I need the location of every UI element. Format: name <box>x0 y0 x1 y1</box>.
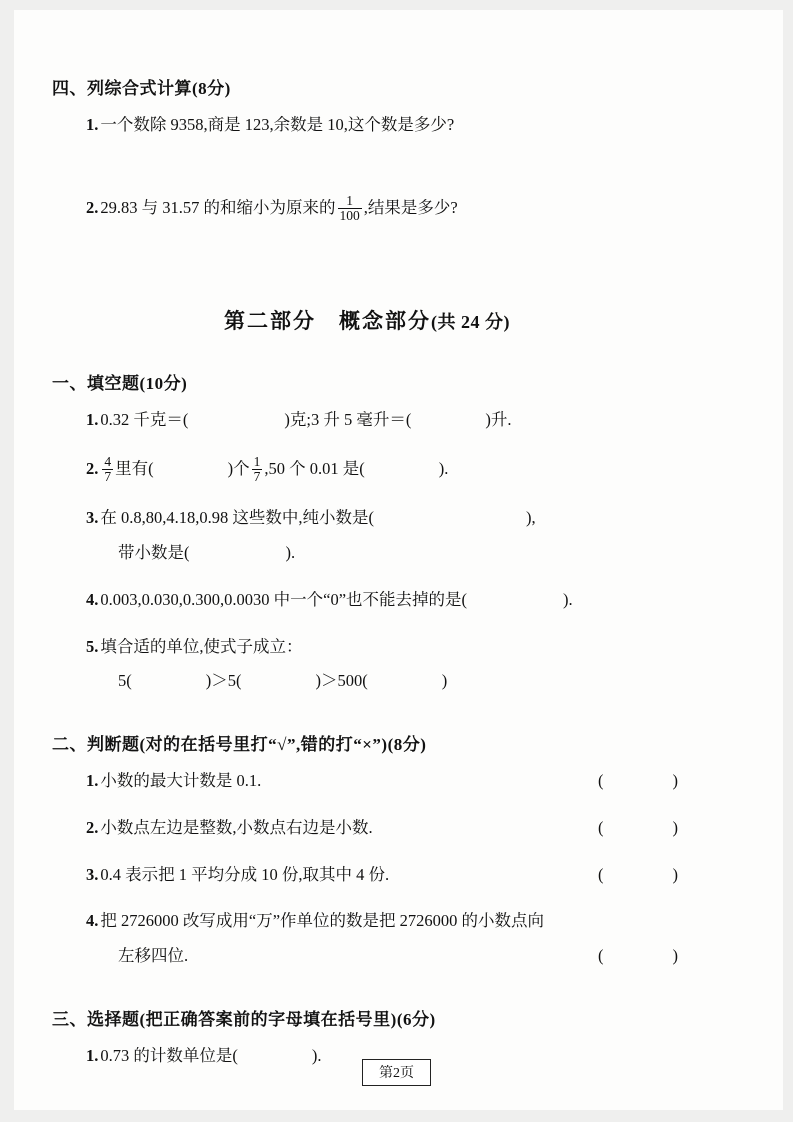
answer-space <box>52 279 742 305</box>
question-text: ), <box>526 508 536 528</box>
fraction-denominator: 7 <box>104 469 112 485</box>
question-text: 0.003,0.030,0.300,0.0030 中一个“0”也不能去掉的是( <box>100 589 468 609</box>
question-text: 0.73 的计数单位是( <box>100 1045 238 1065</box>
question-number: 1. <box>86 1045 99 1065</box>
question-number: 4. <box>86 911 99 931</box>
part-title <box>52 305 742 335</box>
question-text: ). <box>563 589 573 609</box>
question-number: 4. <box>86 589 99 609</box>
question-number: 1. <box>86 771 99 791</box>
question-item <box>52 863 742 888</box>
question-item <box>52 455 742 484</box>
page-number: 第2页 <box>362 1059 431 1086</box>
section-heading-four: 四、列综合式计算(8分) <box>52 79 231 98</box>
question-item <box>52 408 742 433</box>
question-text: 带小数是( <box>118 543 190 563</box>
question-text: ). <box>311 1045 322 1065</box>
fraction-denominator: 100 <box>339 207 360 223</box>
question-item-continued <box>52 944 742 969</box>
question-text: ). <box>438 459 449 479</box>
fraction <box>252 455 263 484</box>
answer-parenthesis[interactable]: ( ) <box>598 771 690 791</box>
question-text: )克;3 升 5 毫升＝( <box>284 410 412 430</box>
spacer <box>52 851 742 863</box>
question-text: )个 <box>227 459 250 479</box>
fraction <box>102 455 113 484</box>
question-item <box>52 506 742 531</box>
question-text: 里有( <box>115 459 154 479</box>
question-text: 在 0.8,80,4.18,0.98 这些数中,纯小数是( <box>100 508 374 528</box>
spacer <box>52 576 742 588</box>
part-title-sub: (共 24 分) <box>431 312 510 333</box>
question-text: 小数的最大计数是 0.1. <box>100 771 262 791</box>
question-item <box>52 194 742 223</box>
answer-space <box>52 148 742 194</box>
question-text: ,50 个 0.01 是( <box>264 459 365 479</box>
page-edge-bottom <box>0 1110 793 1122</box>
question-item <box>52 816 742 841</box>
question-item-continued <box>52 541 742 566</box>
question-text: 29.83 与 31.57 的和缩小为原来的 <box>100 197 336 217</box>
spacer <box>52 897 742 909</box>
page-content <box>52 74 742 1079</box>
section-heading-true-false: 二、判断题(对的在括号里打“√”,错的打“×”)(8分) <box>52 735 427 755</box>
question-item <box>52 113 742 138</box>
question-text: )升. <box>485 410 512 430</box>
page-footer <box>0 1059 793 1086</box>
fraction <box>338 194 362 223</box>
question-number: 1. <box>86 410 99 430</box>
spacer <box>52 494 742 506</box>
spacer <box>52 804 742 816</box>
question-text-end: ,结果是多少? <box>363 197 458 217</box>
part-title-main: 第二部分 概念部分 <box>224 309 431 334</box>
spacer <box>52 704 742 730</box>
page-edge-right <box>783 0 793 1122</box>
question-text: 一个数除 9358,商是 123,余数是 10,这个数是多少? <box>100 115 455 134</box>
question-number: 3. <box>86 508 99 528</box>
answer-parenthesis[interactable]: ( ) <box>598 817 690 837</box>
section-heading-choice: 三、选择题(把正确答案前的字母填在括号里)(6分) <box>52 1009 436 1029</box>
question-item <box>52 769 742 794</box>
fraction-denominator: 7 <box>253 469 261 485</box>
question-number: 2. <box>86 459 99 479</box>
answer-parenthesis[interactable]: ( ) <box>598 864 690 884</box>
question-text: 左移四位. <box>118 946 189 966</box>
question-text: 小数点左边是整数,小数点右边是小数. <box>100 817 373 837</box>
spacer <box>52 343 742 369</box>
question-text: ). <box>285 543 296 563</box>
question-text: 0.32 千克＝( <box>100 410 189 430</box>
question-number: 1. <box>86 115 99 134</box>
question-text: )＞5( <box>205 671 242 691</box>
question-item <box>52 635 742 660</box>
spacer <box>52 979 742 1005</box>
question-number: 2. <box>86 197 99 217</box>
question-text: 0.4 表示把 1 平均分成 10 份,取其中 4 份. <box>100 864 390 884</box>
question-item <box>52 588 742 613</box>
question-item-continued <box>52 669 742 694</box>
section-heading-fill-blank: 一、填空题(10分) <box>52 374 188 394</box>
page-edge-left <box>0 0 14 1122</box>
question-text: 把 2726000 改写成用“万”作单位的数是把 2726000 的小数点向 <box>100 911 545 931</box>
fraction-numerator: 1 <box>346 192 354 208</box>
answer-parenthesis[interactable]: ( ) <box>598 946 690 966</box>
answer-space <box>52 233 742 279</box>
spacer <box>52 443 742 455</box>
question-number: 2. <box>86 817 99 837</box>
spacer <box>52 623 742 635</box>
page-edge-top <box>0 0 793 10</box>
question-number: 3. <box>86 864 99 884</box>
question-text: )＞500( <box>315 671 368 691</box>
fraction-numerator: 1 <box>253 453 261 469</box>
question-text: 5( <box>118 671 132 691</box>
question-text: ) <box>441 671 448 691</box>
question-item <box>52 909 742 934</box>
question-number: 5. <box>86 636 99 656</box>
question-text: 填合适的单位,使式子成立： <box>100 636 303 656</box>
fraction-numerator: 4 <box>104 453 112 469</box>
